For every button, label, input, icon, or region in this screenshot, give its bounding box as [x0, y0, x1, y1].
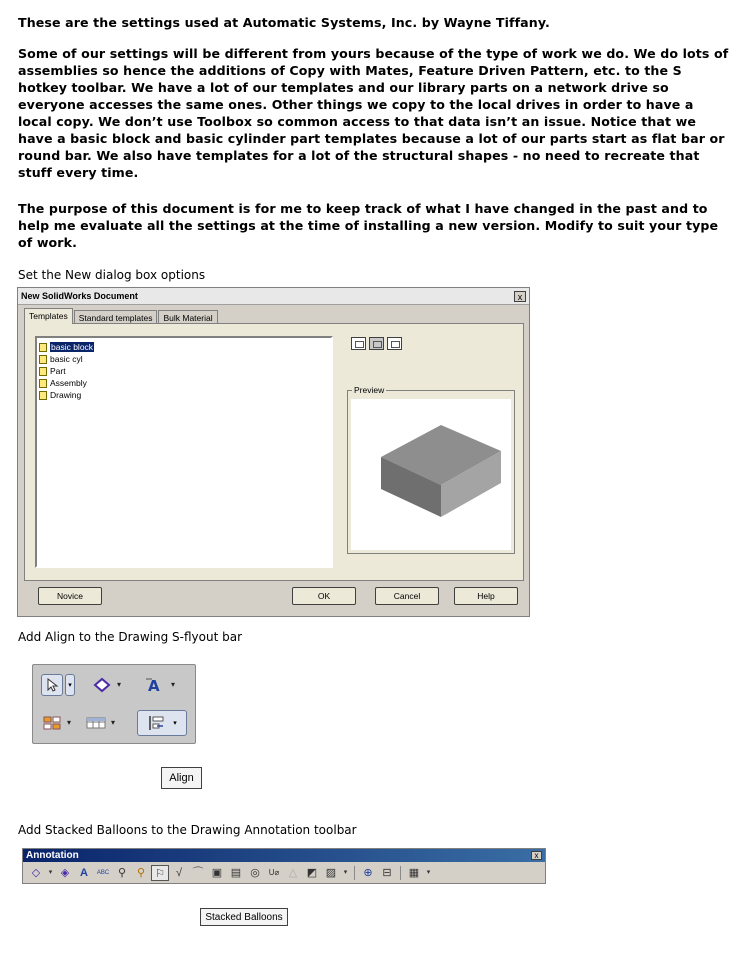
tab-standard-templates[interactable]: Standard templates — [74, 310, 158, 324]
preview-area — [351, 399, 511, 550]
tab-bulk-material[interactable]: Bulk Material — [158, 310, 217, 324]
chevron-down-icon[interactable]: ▾ — [171, 680, 176, 689]
area-hatch-icon[interactable]: ◩ — [306, 867, 318, 879]
part-template-icon — [39, 367, 47, 376]
large-icons-view-icon[interactable] — [351, 337, 366, 350]
hole-callout-icon[interactable]: ▣ — [211, 867, 223, 879]
details-view-icon[interactable] — [387, 337, 402, 350]
assembly-template-icon — [39, 379, 47, 388]
dialog-titlebar — [18, 288, 529, 305]
help-button[interactable]: Help — [454, 587, 518, 605]
annotation-close-button[interactable]: x — [531, 851, 542, 860]
annotation-tool-row — [27, 864, 541, 882]
dialog-title: New SolidWorks Document — [21, 291, 138, 301]
tab-templates[interactable]: Templates — [24, 308, 73, 324]
chevron-down-icon[interactable]: ▾ — [48, 869, 53, 876]
chevron-down-icon[interactable]: ▾ — [67, 718, 72, 727]
table-icon[interactable] — [85, 712, 107, 734]
view-mode-buttons — [351, 337, 402, 350]
datum-target-icon[interactable]: U⌀ — [268, 868, 280, 877]
ok-button[interactable]: OK — [292, 587, 356, 605]
block-preview-icon — [351, 399, 513, 549]
annotation-toolbar — [22, 848, 546, 884]
new-document-dialog — [17, 287, 530, 617]
drawing-s-flyout — [32, 664, 196, 744]
intro-line: These are the settings used at Automatic Systems, Inc. by Wayne Tiffany. — [18, 15, 550, 30]
templates-panel — [24, 323, 524, 581]
surface-finish-icon[interactable]: √ — [175, 867, 183, 879]
caption-align: Add Align to the Drawing S-flyout bar — [18, 630, 243, 644]
novice-button[interactable]: Novice — [38, 587, 102, 605]
preview-group — [347, 385, 515, 554]
annotation-titlebar — [23, 849, 545, 862]
chevron-down-icon[interactable]: ▾ — [117, 680, 122, 689]
chevron-down-icon[interactable]: ▾ — [65, 674, 75, 696]
table-icon[interactable]: ▦ — [408, 867, 420, 879]
toolbar-separator — [354, 866, 355, 880]
select-arrow-icon[interactable] — [41, 674, 63, 696]
intro-paragraph: Some of our settings will be different from yours because of the type of work we do. We do lots of assemblies so hence the additions of Copy with Mates, Feature Driven Pattern, etc. to the S hotkey toolbar. We have a lot of our templates and our library parts on a network drive so everyone accesses the same ones. Other things we copy to the local drives in order to have a local copy. We don’t use Toolbox so common access to that data isn’t an issue. Notice that we have a basic block and basic cylinder part templates because a lot of our parts start as flat bar or round bar. We also have templates for a lot of the structural shapes - no need to recreate that stuff every time. — [18, 46, 729, 180]
weld-symbol-icon[interactable]: ⌒ — [192, 867, 204, 879]
chevron-down-icon[interactable]: ▾ — [426, 869, 431, 876]
auto-balloon-icon[interactable]: ⚲ — [136, 867, 146, 879]
annotation-title: Annotation — [26, 850, 79, 861]
purpose-paragraph: The purpose of this document is for me to keep track of what I have changed in the past and to help me evaluate all the settings at the time of installing a new version. Modify to suit your type of work. — [18, 201, 719, 250]
toolbar-separator — [400, 866, 401, 880]
balloon-icon[interactable]: ⚲ — [117, 867, 127, 879]
list-item[interactable]: basic block — [39, 341, 329, 353]
list-item[interactable]: Part — [39, 365, 329, 377]
dialog-close-button[interactable]: x — [514, 291, 526, 302]
model-items-icon[interactable]: ◈ — [60, 867, 70, 879]
view-layout-icon[interactable] — [41, 712, 63, 734]
cancel-button[interactable]: Cancel — [375, 587, 439, 605]
revision-symbol-icon[interactable]: △ — [288, 867, 298, 879]
chevron-down-icon[interactable]: ▾ — [111, 718, 116, 727]
spell-checker-icon[interactable]: ABC — [96, 870, 110, 876]
note-icon[interactable]: A — [80, 867, 88, 879]
dialog-tabs — [24, 308, 219, 324]
text-annotation-icon[interactable] — [143, 674, 165, 696]
chevron-down-icon[interactable]: ▾ — [343, 869, 348, 876]
part-template-icon — [39, 355, 47, 364]
smart-dimension-icon[interactable] — [91, 674, 113, 696]
chevron-down-icon[interactable]: ▾ — [173, 719, 177, 727]
datum-feature-icon[interactable]: ◎ — [250, 867, 260, 879]
center-mark-icon[interactable]: ⊕ — [363, 867, 373, 879]
align-tooltip: Align — [161, 767, 202, 789]
list-view-icon[interactable] — [369, 337, 384, 350]
list-item[interactable]: Drawing — [39, 389, 329, 401]
align-flyout-icon[interactable] — [137, 710, 187, 736]
preview-label: Preview — [354, 385, 385, 395]
template-list[interactable] — [35, 336, 333, 568]
list-item[interactable]: Assembly — [39, 377, 329, 389]
svg-text:A: A — [148, 677, 160, 694]
caption-new-dialog: Set the New dialog box options — [18, 268, 206, 282]
centerline-icon[interactable]: ⊟ — [382, 867, 392, 879]
drawing-template-icon — [39, 391, 47, 400]
smart-dimension-icon[interactable]: ◇ — [31, 867, 41, 879]
list-item[interactable]: basic cyl — [39, 353, 329, 365]
stacked-balloons-tooltip: Stacked Balloons — [200, 908, 288, 926]
block-icon[interactable]: ▨ — [325, 867, 337, 879]
caption-balloons: Add Stacked Balloons to the Drawing Annotation toolbar — [18, 823, 357, 837]
stacked-balloons-icon[interactable]: ⚐ — [151, 865, 169, 881]
geometric-tolerance-icon[interactable]: ▤ — [230, 867, 242, 879]
part-template-icon — [39, 343, 47, 352]
